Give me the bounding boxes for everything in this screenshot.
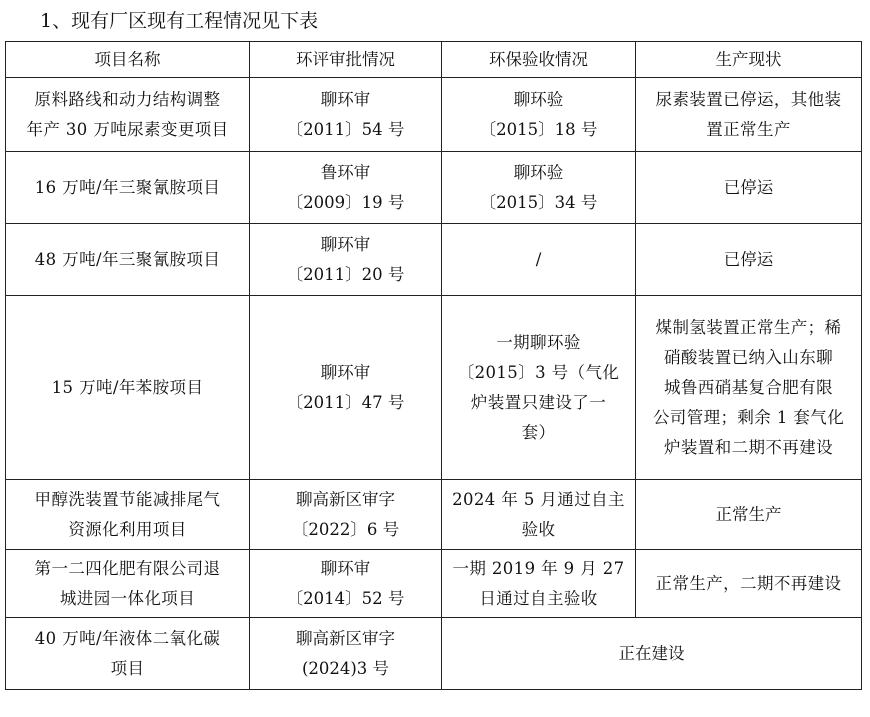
eia-approval-cell — [250, 618, 442, 690]
table-row — [6, 550, 862, 618]
cell-line: 公司管理；剩余 1 套气化 — [652, 407, 845, 427]
cell-line: 〔2014〕52 号 — [286, 588, 405, 608]
cell-line: 聊高新区审字 — [296, 489, 395, 509]
cell-line: 聊高新区审字 — [296, 628, 395, 648]
header-env-acceptance: 环保验收情况 — [442, 42, 636, 78]
cell-line: 〔2011〕54 号 — [286, 119, 405, 139]
eia-approval-cell — [250, 480, 442, 550]
cell-line: 正常生产 — [715, 504, 782, 524]
cell-line: 验收 — [521, 519, 556, 539]
cell-line: 日通过自主验收 — [479, 588, 598, 608]
cell-line: 炉装置只建设了一 — [470, 392, 607, 412]
cell-line: 一期聊环验 — [496, 332, 581, 352]
project-name-cell — [6, 224, 250, 296]
cell-line: / — [535, 249, 542, 269]
cell-line: 〔2015〕3 号（气化 — [457, 362, 620, 382]
cell-line: 〔2011〕47 号 — [286, 392, 405, 412]
table-row — [6, 78, 862, 152]
cell-line: 套） — [521, 422, 556, 442]
production-status-cell — [636, 78, 862, 152]
eia-approval-cell — [250, 224, 442, 296]
production-status-cell — [636, 480, 862, 550]
cell-line: 第一二四化肥有限公司退 — [34, 558, 221, 578]
cell-line: 鲁环审 — [320, 162, 371, 182]
env-acceptance-cell — [442, 296, 636, 480]
table-row — [6, 296, 862, 480]
env-acceptance-cell — [442, 480, 636, 550]
cell-line: 城鲁西硝基复合肥有限 — [664, 377, 833, 397]
cell-line: 资源化利用项目 — [68, 519, 187, 539]
cell-line: 〔2011〕20 号 — [286, 264, 405, 284]
project-name-cell — [6, 78, 250, 152]
production-status-cell — [636, 296, 862, 480]
cell-line: 聊环审 — [320, 89, 371, 109]
cell-line: 〔2022〕6 号 — [291, 519, 400, 539]
cell-line: 48 万吨/年三聚氰胺项目 — [34, 249, 221, 269]
eia-approval-cell — [250, 550, 442, 618]
cell-line: 〔2009〕19 号 — [286, 192, 405, 212]
production-status-cell — [636, 550, 862, 618]
cell-line: 聊环验 — [513, 162, 564, 182]
merged-status-cell — [442, 618, 862, 690]
env-acceptance-cell — [442, 152, 636, 224]
production-status-cell — [636, 152, 862, 224]
eia-approval-cell — [250, 296, 442, 480]
cell-line: 炉装置和二期不再建设 — [664, 437, 833, 457]
cell-line: 2024 年 5 月通过自主 — [452, 489, 625, 509]
table-row — [6, 152, 862, 224]
cell-line: 聊环审 — [320, 558, 371, 578]
cell-line: (2024)3 号 — [301, 658, 390, 678]
eia-approval-cell — [250, 78, 442, 152]
table-row — [6, 480, 862, 550]
env-acceptance-cell — [442, 78, 636, 152]
cell-line: 甲醇洗装置节能减排尾气 — [34, 489, 221, 509]
table-row — [6, 224, 862, 296]
project-name-cell — [6, 480, 250, 550]
cell-line: 已停运 — [723, 249, 774, 269]
cell-line: 聊环验 — [513, 89, 564, 109]
cell-line: 已停运 — [723, 177, 774, 197]
cell-line: 聊环审 — [320, 234, 371, 254]
cell-line: 〔2015〕34 号 — [479, 192, 598, 212]
header-production-status: 生产现状 — [636, 42, 862, 78]
project-status-table — [5, 41, 862, 690]
production-status-cell — [636, 224, 862, 296]
project-name-cell — [6, 296, 250, 480]
table-header-row — [6, 42, 862, 78]
cell-line: 原料路线和动力结构调整 — [34, 89, 221, 109]
cell-line: 〔2015〕18 号 — [479, 119, 598, 139]
cell-line: 硝酸装置已纳入山东聊 — [664, 347, 833, 367]
cell-line: 煤制氢装置正常生产；稀 — [655, 317, 842, 337]
cell-line: 正在建设 — [618, 643, 685, 663]
cell-line: 项目 — [110, 658, 145, 678]
cell-line: 尿素装置已停运，其他装 — [655, 89, 842, 109]
project-name-cell — [6, 550, 250, 618]
header-eia-approval: 环评审批情况 — [250, 42, 442, 78]
project-name-cell — [6, 152, 250, 224]
table-row — [6, 618, 862, 690]
page-title: 1、现有厂区现有工程情况见下表 — [40, 10, 319, 32]
cell-line: 聊环审 — [320, 362, 371, 382]
env-acceptance-cell — [442, 224, 636, 296]
cell-line: 置正常生产 — [706, 119, 791, 139]
cell-line: 城进园一体化项目 — [59, 588, 196, 608]
cell-line: 正常生产，二期不再建设 — [655, 573, 842, 593]
cell-line: 40 万吨/年液体二氧化碳 — [34, 628, 221, 648]
cell-line: 年产 30 万吨尿素变更项目 — [26, 119, 229, 139]
cell-line: 15 万吨/年苯胺项目 — [51, 377, 204, 397]
cell-line: 一期 2019 年 9 月 27 — [452, 558, 625, 578]
header-project-name: 项目名称 — [6, 42, 250, 78]
cell-line: 16 万吨/年三聚氰胺项目 — [34, 177, 221, 197]
env-acceptance-cell — [442, 550, 636, 618]
project-name-cell — [6, 618, 250, 690]
eia-approval-cell — [250, 152, 442, 224]
